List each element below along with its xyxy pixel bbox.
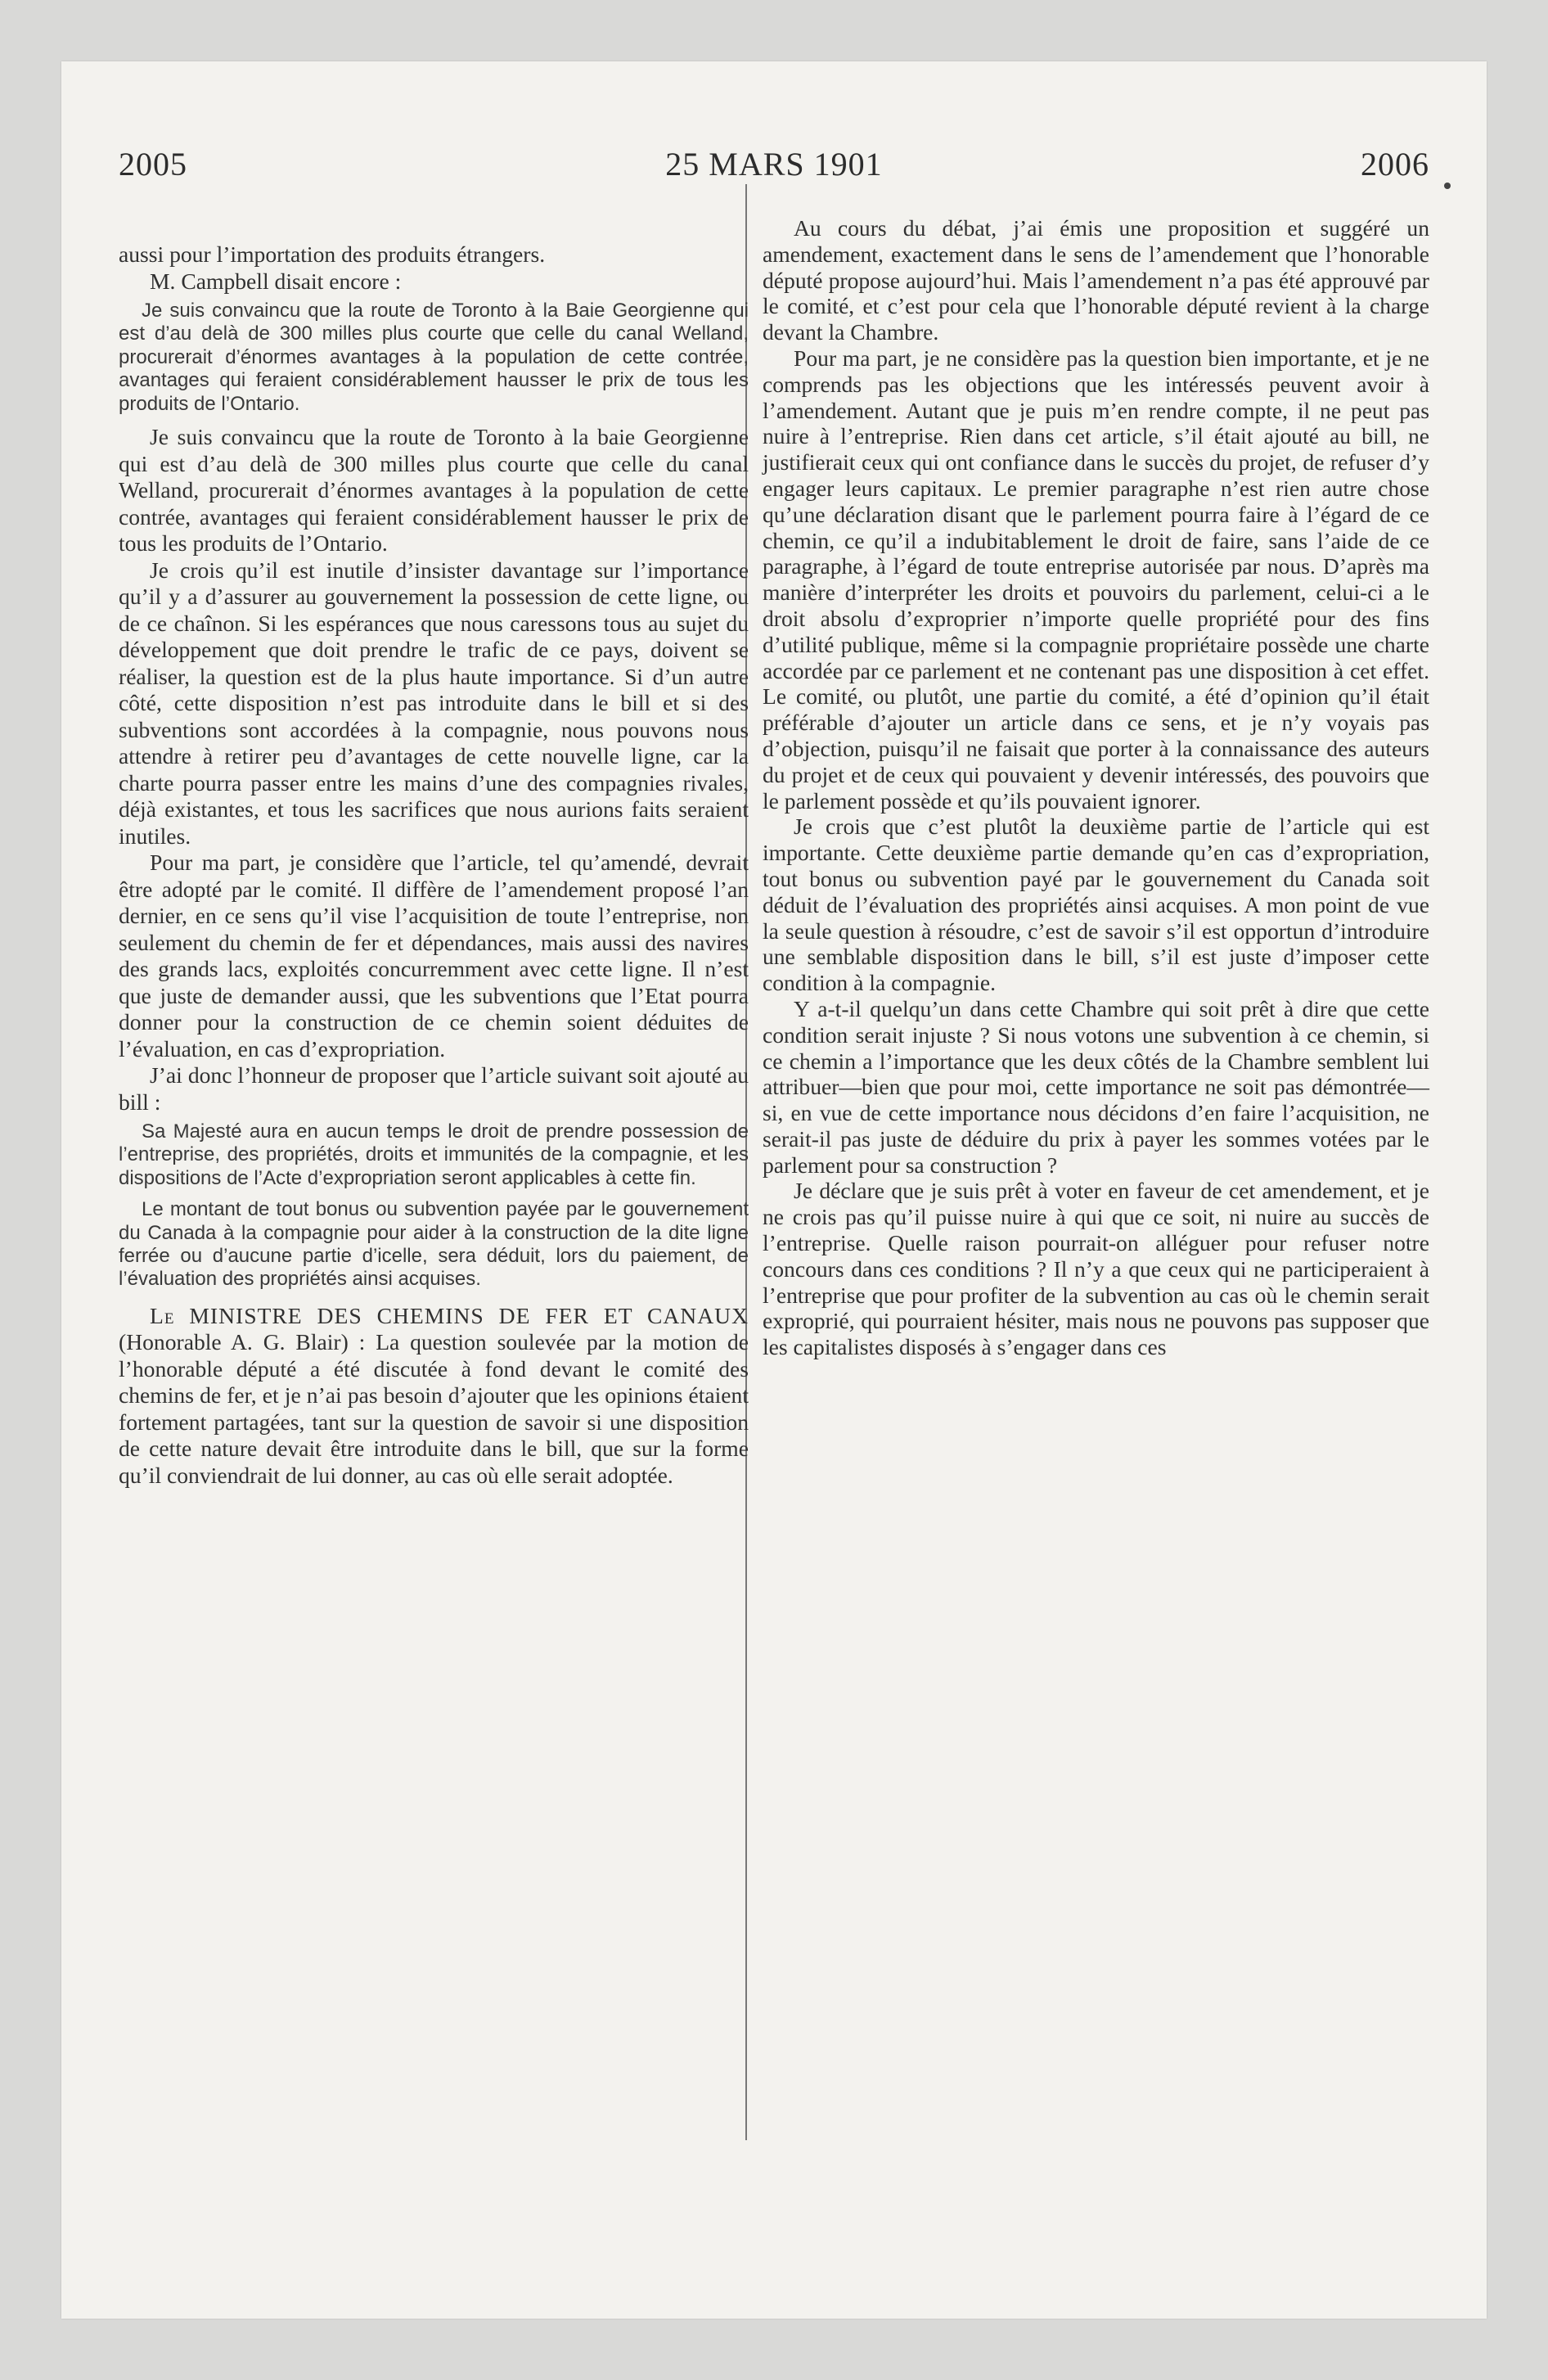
- speech-text: La question soulevée par la motion de l’honorable député a été discutée à fond devant le comité des chemins de fer, et je n’ai pas besoin d’ajouter que les opinions étaient fortement partagées, tant sur la question de savoir si une disposition de cette nature devait être introduite dans le bill, que sur la forme qu’il conviendrait de lui donner, au cas où elle serait adoptée.: [119, 1329, 749, 1488]
- paragraph: Je crois qu’il est inutile d’insister davantage sur l’importance qu’il y a d’assurer au gouvernement la possession de cette ligne, ou de ce chaînon. Si les espérances que nous caressons tous au sujet du développement que doit prendre le trafic de ce pays, doivent se réaliser, la question est de la plus haute importance. Si d’un autre côté, cette disposition n’est pas introduite dans le bill et si des subventions sont accordées à la compagnie, nous pouvons nous attendre à retirer peu d’avantages de cette nouvelle ligne, car la charte pourra passer entre les mains d’une des compagnies rivales, déjà existantes, et tous les sacrifices que nous aurions faits seraient inutiles.: [119, 557, 749, 849]
- speaker-paragraph: [119, 1303, 749, 1490]
- header-date: 25 MARS 1901: [665, 146, 883, 183]
- paragraph: Je crois que c’est plutôt la deuxième partie de l’article qui est importante. Cette deuxième partie demande qu’en cas d’expropriation, tout bonus ou subvention payé par le gouvernement du Canada soit déduit de l’évaluation des propriétés ainsi acquises. A mon point de vue la seule question à résoudre, c’est de savoir s’il est opportun d’introduire une semblable disposition dans le bill, s’il est juste d’imposer cette condition à la compagnie.: [763, 814, 1429, 996]
- paragraph: Y a-t-il quelqu’un dans cette Chambre qui soit prêt à dire que cette condition serait injuste ? Si nous votons une subvention à ce chemin, si ce chemin a l’importance que les deux côtés de la Chambre semblent lui attribuer—bien que pour moi, cette importance ne soit pas démontrée—si, en vue de cette importance nous décidons d’en faire l’acquisition, ne serait-il pas juste de déduire du prix à payer les sommes votées par le parlement pour sa construction ?: [763, 995, 1429, 1178]
- paragraph: Je déclare que je suis prêt à voter en faveur de cet amendement, et je ne crois pas qu’il puisse nuire à qui que ce soit, ni nuire au succès de l’entreprise. Quelle raison pourrait-on alléguer pour refuser notre concours dans ces conditions ? Il n’y a que ceux qui ne participeraient à l’entreprise que pour profiter de la subvention au cas où le chemin serait exproprié, qui pourraient hésiter, mais nous ne pouvons pas supposer que les capitalistes disposés à s’engager dans ces: [763, 1178, 1429, 1360]
- paragraph: Pour ma part, je considère que l’article, tel qu’amendé, devrait être adopté par le comité. Il diffère de l’amendement proposé l’an dernier, en ce sens qu’il vise l’acquisition de toute l’entreprise, non seulement du chemin de fer et dépendances, mais aussi des navires des grands lacs, exploités concurremment avec cette ligne. Il n’est que juste de demander aussi, que les subventions que l’Etat pourra donner pour la construction de ce chemin soient déduites de l’évaluation, en cas d’expropriation.: [119, 850, 749, 1062]
- right-column: [763, 215, 1429, 1360]
- paragraph: J’ai donc l’honneur de proposer que l’article suivant soit ajouté au bill :: [119, 1062, 749, 1115]
- paragraph: aussi pour l’importation des produits étrangers.: [119, 241, 546, 267]
- speaker-role: (Honorable A. G. Blair) :: [119, 1329, 376, 1355]
- quoted-text: Je suis convaincu que la route de Toronto à la Baie Georgienne qui est d’au delà de 300 milles plus courte que celle du canal Welland, procurerait d’énormes avantages à la population de cette contrée, avantages qui feraient considérablement hausser le prix de tous les produits de l’Ontario.: [119, 300, 749, 415]
- paragraph: Je suis convaincu que la route de Toronto à la baie Georgienne qui est d’au delà de 300 milles plus courte que celle du canal Welland, procurerait d’énormes avantages à la population de cette contrée, avantages qui feraient considérablement hausser le prix de tous les produits de l’Ontario.: [119, 424, 749, 557]
- page-header: [119, 145, 1429, 186]
- print-mark: [1444, 183, 1451, 189]
- paragraph: Pour ma part, je ne considère pas la question bien importante, et je ne comprends pas les objections que les intéressés peuvent avoir à l’amendement. Autant que je puis m’en rendre compte, il ne peut pas nuire à l’entreprise. Rien dans cet article, s’il était ajouté au bill, ne justifierait ceux qui ont confiance dans le succès du projet, de refuser d’y engager leurs capitaux. Le premier paragraphe n’est rien autre chose qu’une déclaration disant que le parlement pourra faire à l’égard de ce chemin, ce qu’il a indubitablement le droit de faire, sans l’aide de ce paragraphe, à l’égard de toute entreprise autorisée par nous. D’après ma manière d’interpréter les droits et pouvoirs du parlement, celui-ci a le droit absolu d’exproprier n’importe quelle propriété pour des fins d’utilité publique, même si la compagnie propriétaire possède une charte accordée par ce parlement et ne contenant pas une disposition à cet effet. Le comité, ou plutôt, une partie du comité, a été d’opinion qu’il était préférable d’ajouter un article dans ce sens, et je n’y voyais pas d’objection, puisqu’il ne faisait que porter à la connaissance des auteurs du projet et de ceux qui pouvaient y devenir intéressés, des pouvoirs que le parlement possède et qu’ils pouvaient ignorer.: [763, 345, 1429, 814]
- quoted-text: Le montant de tout bonus ou subvention payée par le gouvernement du Canada à la compagnie pour aider à la construction de la dite ligne ferrée ou d’aucune partie d’icelle, sera déduit, lors du paiement, de l’évaluation des propriétés ainsi acquises.: [119, 1198, 749, 1291]
- left-page-number: 2005: [119, 146, 187, 183]
- left-column: [119, 241, 749, 1489]
- right-page-number: 2006: [1361, 146, 1429, 183]
- quoted-text: Sa Majesté aura en aucun temps le droit de prendre possession de l’entreprise, des propriétés, droits et immunités de la compagnie, et les dispositions de l’Acte d’expropriation seront applicables à cette fin.: [119, 1120, 749, 1189]
- paragraph: M. Campbell disait encore :: [150, 268, 402, 294]
- paragraph: Au cours du débat, j’ai émis une proposition et suggéré un amendement, exactement dans le sens de l’amendement que l’honorable député propose aujourd’hui. Mais l’amendement n’a pas été approuvé par le comité, et c’est pour cela que l’honorable député revient à la charge devant la Chambre.: [763, 215, 1429, 345]
- speaker-name: Le MINISTRE DES CHEMINS DE FER ET CANAUX: [150, 1302, 749, 1328]
- hansard-page: [61, 61, 1487, 2319]
